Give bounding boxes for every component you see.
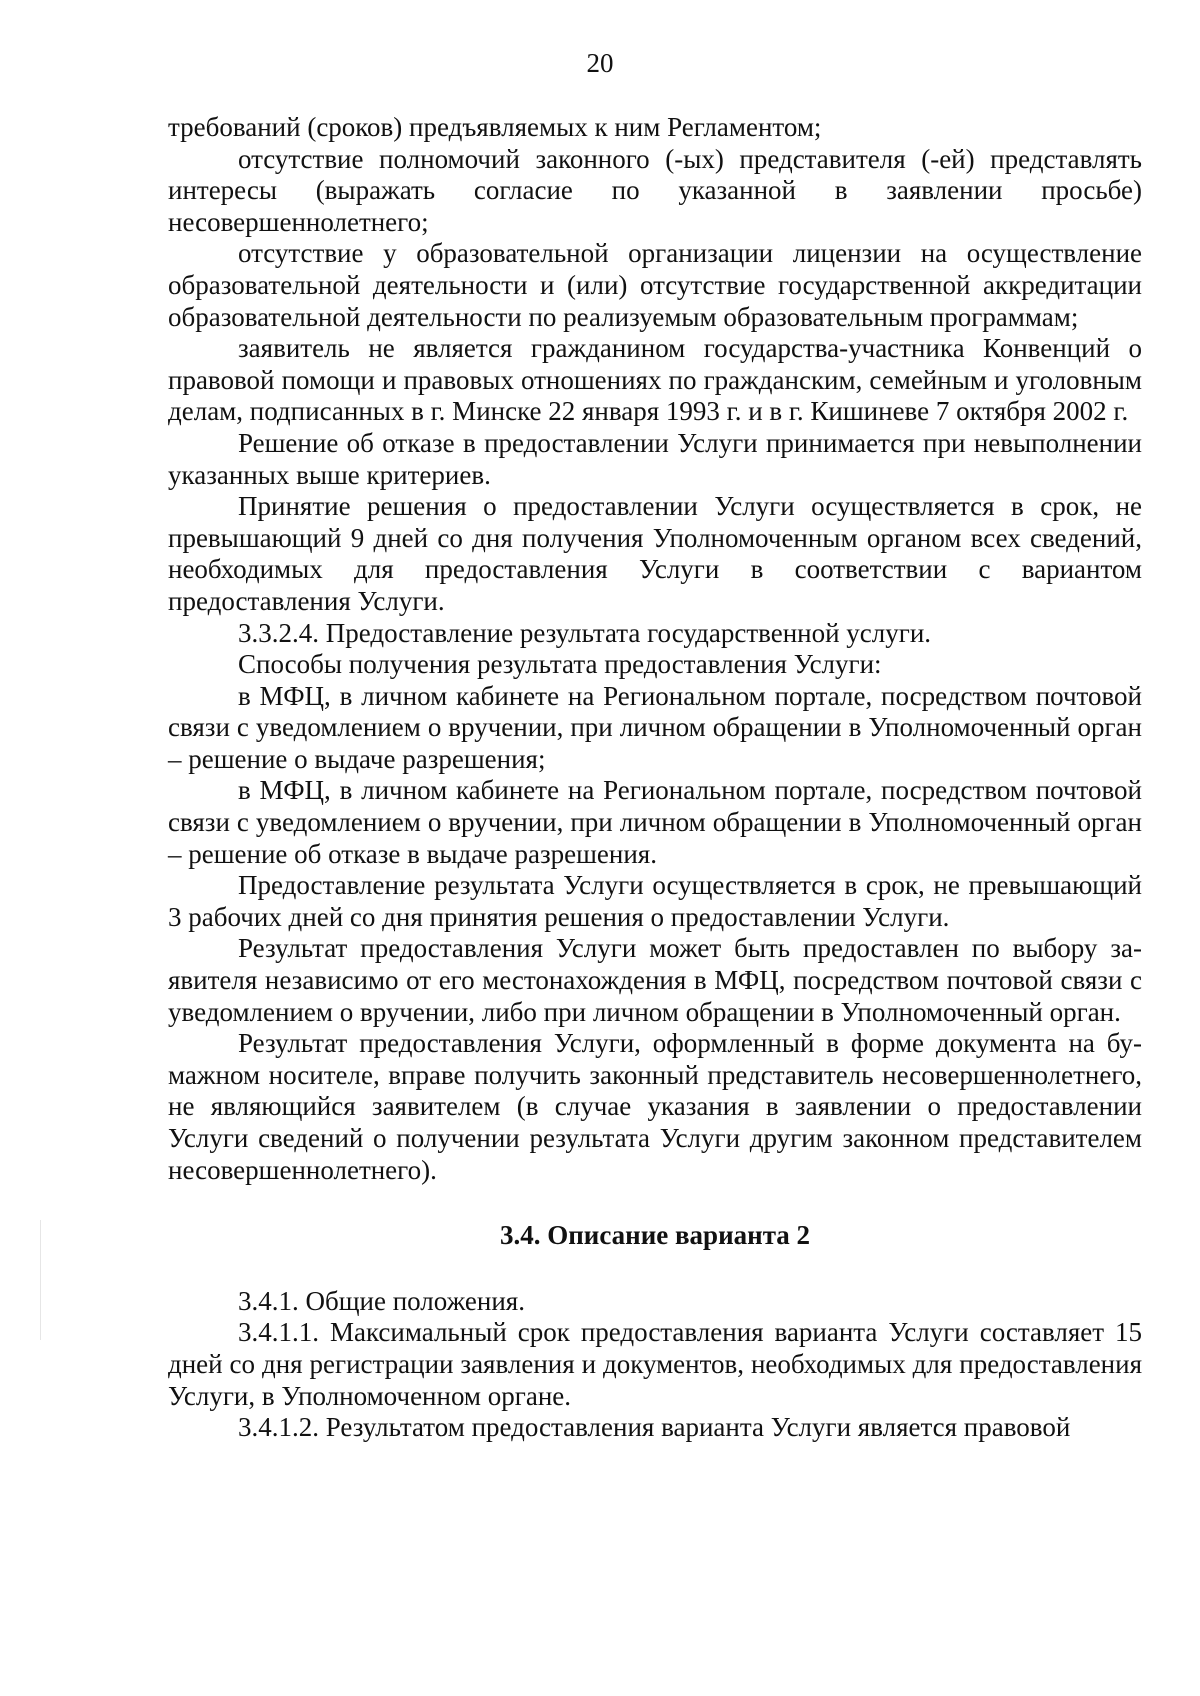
paragraph-10: в МФЦ, в личном кабинете на Региональном портале, посредством почтовой связи с уведомлением о вручении, при личном обращении в Уполномоченный орган – решение об отказе в выдаче разрешения. [168,775,1142,869]
document-body [168,112,1142,1444]
scan-margin-mark [40,1220,41,1340]
paragraph-4: заявитель не является гражданином государства-участника Конвенций о правовой помощи и правовых отношениях по гражданским, семейным и уголовным делам, подписанных в г. Минске 22 января 1993 г. и в г. Кишиневе 7 октября 2002 г. [168,333,1142,427]
paragraph-2: отсутствие полномочий законного (-ых) представителя (-ей) представлять интересы (выражать согласие по указанной в заявлении просьбе) несовершеннолетнего; [168,143,1142,237]
paragraph-5: Решение об отказе в предоставлении Услуги принимается при невыполнении указанных выше критериев. [168,427,1142,490]
paragraph-3: отсутствие у образовательной организации лицензии на осуществление образовательной деятельности и (или) отсутствие государственной аккредитации образовательной деятельности по реализуемым образовательным программам; [168,238,1142,332]
paragraph-6: Принятие решения о предоставлении Услуги осуществляется в срок, не превышающий 9 дней со дня получения Уполномоченным органом всех сведений, необходимых для предоставления Услуги в соответствии с вариантом предоставления Услуги. [168,491,1142,616]
section-title: 3.4. Описание варианта 2 [499,1220,811,1251]
section-paragraph-2: 3.4.1.1. Максимальный срок предоставления варианта Услуги составляет 15 дней со дня регистрации заявления и документов, необходимых для предоставления Услуги, в Уполномоченном органе. [168,1317,1142,1411]
section-paragraph-1: 3.4.1. Общие положения. [238,1285,525,1316]
section-paragraph-3: 3.4.1.2. Результатом предоставления варианта Услуги является правовой [238,1412,1071,1443]
paragraph-12: Результат предоставления Услуги может быть предоставлен по выбору заявителя независимо от его местонахождения в МФЦ, посредством почтовой связи с уведомлением о вручении, либо при личном обращении в Уполномоченный орган. [168,933,1142,1027]
paragraph-11: Предоставление результата Услуги осуществляется в срок, не превышающий 3 рабочих дней со дня принятия решения о предоставлении Услуги. [168,870,1142,932]
paragraph-9: в МФЦ, в личном кабинете на Региональном портале, посредством почтовой связи с уведомлением о вручении, при личном обращении в Уполномоченный орган – решение о выдаче разрешения; [168,680,1142,774]
paragraph-8: Способы получения результата предоставления Услуги: [238,649,882,680]
paragraph-1: требований (сроков) предъявляемых к ним Регламентом; [168,112,822,142]
paragraph-7: 3.3.2.4. Предоставление результата государственной услуги. [238,617,932,648]
paragraph-13: Результат предоставления Услуги, оформленный в форме документа на бумажном носителе, вправе получить законный представитель несовершеннолетнего, не являющийся заявителем (в случае указания в заявлении о предоставлении Услуги сведений о получении результата Услуги другим законном представителем несовершеннолетнего). [168,1028,1142,1185]
page-number: 20 [586,48,614,78]
